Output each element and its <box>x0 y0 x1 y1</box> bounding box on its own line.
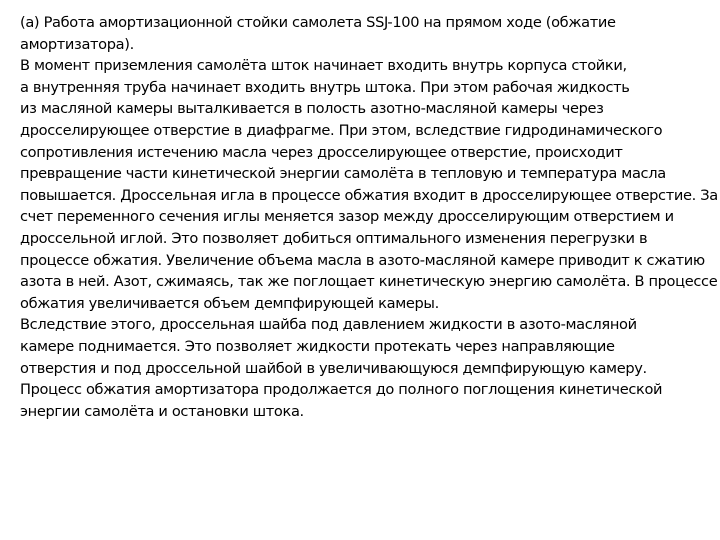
text-line: сопротивления истечению масла через дросселирующее отверстие, происходит <box>20 143 623 161</box>
text-line: повышается. Дроссельная игла в процессе обжатия входит в дросселирующее отверстие. За <box>20 186 718 204</box>
text-line: камере поднимается. Это позволяет жидкости протекать через направляющие <box>20 337 615 355</box>
text-line: отверстия и под дроссельной шайбой в увеличивающуюся демпфирующую камеру. <box>20 359 647 377</box>
text-line: а внутренняя труба начинает входить внутрь штока. При этом рабочая жидкость <box>20 78 630 96</box>
body-text <box>20 12 718 422</box>
text-line: превращение части кинетической энергии самолёта в тепловую и температура масла <box>20 165 666 183</box>
text-line: процессе обжатия. Увеличение объема масла в азото-масляной камере приводит к сжатию <box>20 251 705 269</box>
text-line: дросселирующее отверстие в диафрагме. При этом, вследствие гидродинамического <box>20 121 663 139</box>
text-line: В момент приземления самолёта шток начинает входить внутрь корпуса стойки, <box>20 57 627 75</box>
text-line: азота в ней. Азот, сжимаясь, так же поглощает кинетическую энергию самолёта. В процессе <box>20 273 718 291</box>
text-line: Процесс обжатия амортизатора продолжается до полного поглощения кинетической <box>20 381 663 399</box>
text-line: Вследствие этого, дроссельная шайба под давлением жидкости в азото-масляной <box>20 316 637 334</box>
text-line: счет переменного сечения иглы меняется зазор между дросселирующим отверстием и <box>20 208 674 226</box>
text-line: из масляной камеры выталкивается в полость азотно-масляной камеры через <box>20 100 604 118</box>
text-line: дроссельной иглой. Это позволяет добиться оптимального изменения перегрузки в <box>20 229 648 247</box>
text-line: амортизатора). <box>20 35 134 53</box>
text-line: энергии самолёта и остановки штока. <box>20 402 304 420</box>
text-line: (а) Работа амортизационной стойки самолета SSJ-100 на прямом ходе (обжатие <box>20 14 616 31</box>
text-line: обжатия увеличивается объем демпфирующей камеры. <box>20 294 439 312</box>
